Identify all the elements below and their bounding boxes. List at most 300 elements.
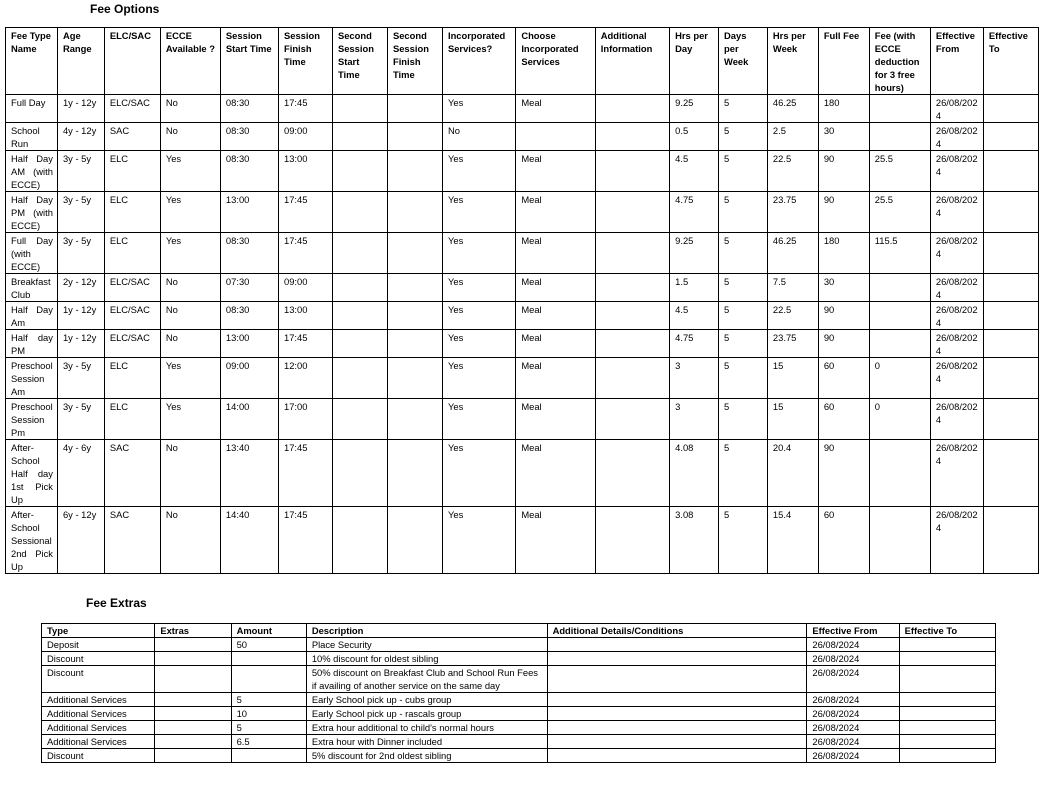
table-cell xyxy=(899,666,995,693)
table-cell: 46.25 xyxy=(767,233,818,274)
table-cell: 50 xyxy=(231,638,306,652)
table-cell xyxy=(983,233,1038,274)
table-cell xyxy=(899,749,995,763)
table-cell: 07:30 xyxy=(220,274,278,302)
table-row xyxy=(6,95,1039,123)
table-cell: 17:45 xyxy=(278,95,332,123)
table-cell: 5 xyxy=(719,233,768,274)
table-cell xyxy=(869,440,930,507)
table-cell: 22.5 xyxy=(767,302,818,330)
table-cell: 90 xyxy=(818,440,869,507)
table-cell: 08:30 xyxy=(220,233,278,274)
table-cell xyxy=(155,749,231,763)
table-cell xyxy=(231,749,306,763)
table-cell: 5 xyxy=(719,123,768,151)
table-cell: ELC/SAC xyxy=(104,274,160,302)
table-cell: Half Day AM (with ECCE) xyxy=(6,151,58,192)
table-cell: 4.08 xyxy=(670,440,719,507)
table-cell xyxy=(983,151,1038,192)
table-cell: 13:00 xyxy=(278,302,332,330)
table-cell xyxy=(332,507,387,574)
table-cell: 26/08/2024 xyxy=(930,123,983,151)
table-cell: No xyxy=(160,302,220,330)
table-cell: 09:00 xyxy=(278,274,332,302)
fee-extras-column-header: Extras xyxy=(155,624,231,638)
table-cell: 180 xyxy=(818,95,869,123)
table-cell: 26/08/2024 xyxy=(807,721,899,735)
fee-options-column-header: Days per Week xyxy=(719,28,768,95)
table-row xyxy=(42,707,996,721)
table-cell xyxy=(595,358,669,399)
table-cell: 0 xyxy=(869,358,930,399)
table-cell: 26/08/2024 xyxy=(930,95,983,123)
table-cell xyxy=(387,399,442,440)
table-cell: Half day PM xyxy=(6,330,58,358)
table-cell: 14:00 xyxy=(220,399,278,440)
table-cell: 26/08/2024 xyxy=(807,666,899,693)
table-cell: Discount xyxy=(42,652,155,666)
table-cell: 90 xyxy=(818,302,869,330)
table-cell: 5 xyxy=(231,693,306,707)
table-cell: Yes xyxy=(160,399,220,440)
fee-options-column-header: Incorporated Services? xyxy=(442,28,515,95)
table-cell: 0.5 xyxy=(670,123,719,151)
table-cell xyxy=(547,721,807,735)
fee-extras-column-header: Effective From xyxy=(807,624,899,638)
fee-options-column-header: Effective From xyxy=(930,28,983,95)
table-row xyxy=(6,399,1039,440)
table-cell xyxy=(332,330,387,358)
fee-options-title: Fee Options xyxy=(90,2,160,16)
table-cell: 26/08/2024 xyxy=(930,151,983,192)
table-cell xyxy=(869,302,930,330)
table-cell: Yes xyxy=(442,358,515,399)
table-cell: 5 xyxy=(719,95,768,123)
table-cell: ELC xyxy=(104,233,160,274)
table-cell: 15 xyxy=(767,399,818,440)
table-cell: 3y - 5y xyxy=(57,399,104,440)
table-cell: 23.75 xyxy=(767,192,818,233)
table-cell: 17:45 xyxy=(278,192,332,233)
table-cell xyxy=(899,735,995,749)
fee-options-column-header: Choose Incorporated Services xyxy=(516,28,595,95)
table-cell: 26/08/2024 xyxy=(807,652,899,666)
table-cell: 6.5 xyxy=(231,735,306,749)
table-cell: Deposit xyxy=(42,638,155,652)
table-cell: 4.5 xyxy=(670,151,719,192)
table-cell: 25.5 xyxy=(869,151,930,192)
table-cell xyxy=(869,507,930,574)
table-cell: Yes xyxy=(442,95,515,123)
table-cell: ELC/SAC xyxy=(104,302,160,330)
table-cell: Meal xyxy=(516,358,595,399)
table-cell: Preschool Session Am xyxy=(6,358,58,399)
table-cell: 30 xyxy=(818,274,869,302)
table-cell xyxy=(983,440,1038,507)
table-cell xyxy=(332,274,387,302)
table-cell: 15.4 xyxy=(767,507,818,574)
table-row xyxy=(6,192,1039,233)
table-cell: No xyxy=(442,123,515,151)
table-cell: Early School pick up - cubs group xyxy=(306,693,547,707)
table-cell: 13:00 xyxy=(278,151,332,192)
table-cell: 26/08/2024 xyxy=(930,302,983,330)
table-cell: 5 xyxy=(719,151,768,192)
table-cell: Yes xyxy=(442,192,515,233)
table-cell xyxy=(595,233,669,274)
table-row xyxy=(6,358,1039,399)
table-cell: Additional Services xyxy=(42,735,155,749)
fee-options-column-header: Additional Information xyxy=(595,28,669,95)
table-cell: 1y - 12y xyxy=(57,95,104,123)
table-cell: 17:45 xyxy=(278,440,332,507)
table-cell: No xyxy=(160,507,220,574)
table-cell xyxy=(595,399,669,440)
table-cell xyxy=(387,233,442,274)
fee-extras-column-header: Effective To xyxy=(899,624,995,638)
table-cell: Meal xyxy=(516,440,595,507)
table-cell xyxy=(595,440,669,507)
fee-options-column-header: Second Session Finish Time xyxy=(387,28,442,95)
table-row xyxy=(6,330,1039,358)
table-row xyxy=(42,693,996,707)
table-cell xyxy=(547,735,807,749)
table-cell: SAC xyxy=(104,123,160,151)
table-cell: 90 xyxy=(818,330,869,358)
table-cell xyxy=(332,358,387,399)
table-row xyxy=(42,749,996,763)
table-cell xyxy=(983,123,1038,151)
table-cell: Preschool Session Pm xyxy=(6,399,58,440)
table-cell: 26/08/2024 xyxy=(807,749,899,763)
table-cell: Yes xyxy=(160,233,220,274)
table-cell: 4.5 xyxy=(670,302,719,330)
table-cell: 30 xyxy=(818,123,869,151)
table-cell: Meal xyxy=(516,151,595,192)
table-cell: Meal xyxy=(516,95,595,123)
table-cell: Additional Services xyxy=(42,693,155,707)
table-cell: 17:45 xyxy=(278,330,332,358)
fee-options-column-header: Hrs per Week xyxy=(767,28,818,95)
table-cell xyxy=(983,95,1038,123)
table-cell: 20.4 xyxy=(767,440,818,507)
table-cell: 180 xyxy=(818,233,869,274)
table-cell: 115.5 xyxy=(869,233,930,274)
table-cell: No xyxy=(160,274,220,302)
table-cell: 26/08/2024 xyxy=(807,707,899,721)
table-cell: 26/08/2024 xyxy=(930,192,983,233)
table-cell: Extra hour additional to child's normal hours xyxy=(306,721,547,735)
table-cell: 5 xyxy=(719,274,768,302)
table-cell: 09:00 xyxy=(220,358,278,399)
table-cell xyxy=(595,274,669,302)
table-cell: Meal xyxy=(516,302,595,330)
table-cell xyxy=(595,507,669,574)
table-cell: 10% discount for oldest sibling xyxy=(306,652,547,666)
table-cell: 08:30 xyxy=(220,151,278,192)
fee-options-column-header: Second Session Start Time xyxy=(332,28,387,95)
table-cell xyxy=(155,638,231,652)
table-cell: 08:30 xyxy=(220,302,278,330)
table-cell: 3y - 5y xyxy=(57,192,104,233)
table-cell: 17:00 xyxy=(278,399,332,440)
table-cell: 26/08/2024 xyxy=(807,735,899,749)
table-cell: 17:45 xyxy=(278,233,332,274)
table-cell xyxy=(387,274,442,302)
table-cell: Additional Services xyxy=(42,721,155,735)
fee-options-column-header: Fee Type Name xyxy=(6,28,58,95)
table-cell: 60 xyxy=(818,358,869,399)
fee-options-table xyxy=(5,27,1039,574)
table-row xyxy=(42,638,996,652)
table-row xyxy=(6,274,1039,302)
table-cell xyxy=(869,330,930,358)
fee-extras-title: Fee Extras xyxy=(86,596,147,610)
table-cell xyxy=(387,440,442,507)
table-cell: SAC xyxy=(104,507,160,574)
table-cell: Discount xyxy=(42,749,155,763)
table-cell xyxy=(595,330,669,358)
table-cell: Yes xyxy=(160,192,220,233)
table-row xyxy=(42,735,996,749)
table-cell: 10 xyxy=(231,707,306,721)
table-cell xyxy=(899,721,995,735)
table-row xyxy=(6,507,1039,574)
table-cell: Yes xyxy=(442,507,515,574)
fee-options-column-header: ELC/SAC xyxy=(104,28,160,95)
table-cell xyxy=(869,274,930,302)
table-cell: No xyxy=(160,330,220,358)
table-cell xyxy=(983,192,1038,233)
table-cell: Yes xyxy=(442,330,515,358)
fee-options-column-header: Age Range xyxy=(57,28,104,95)
table-cell: 1y - 12y xyxy=(57,302,104,330)
table-cell xyxy=(983,274,1038,302)
table-cell: 6y - 12y xyxy=(57,507,104,574)
table-cell: 1y - 12y xyxy=(57,330,104,358)
table-cell xyxy=(387,358,442,399)
table-cell xyxy=(983,302,1038,330)
fee-extras-column-header: Additional Details/Conditions xyxy=(547,624,807,638)
table-cell: Early School pick up - rascals group xyxy=(306,707,547,721)
table-cell: Extra hour with Dinner included xyxy=(306,735,547,749)
table-cell xyxy=(899,707,995,721)
table-cell xyxy=(899,652,995,666)
table-cell: No xyxy=(160,95,220,123)
table-row xyxy=(42,721,996,735)
table-cell: ELC xyxy=(104,358,160,399)
table-cell xyxy=(547,749,807,763)
table-cell: Additional Services xyxy=(42,707,155,721)
table-cell: 0 xyxy=(869,399,930,440)
table-cell xyxy=(983,507,1038,574)
fee-options-column-header: Fee (with ECCE deduction for 3 free hours) xyxy=(869,28,930,95)
table-cell xyxy=(869,95,930,123)
table-cell: 26/08/2024 xyxy=(807,693,899,707)
table-cell: 9.25 xyxy=(670,233,719,274)
table-cell: 5 xyxy=(719,507,768,574)
fee-extras-column-header: Amount xyxy=(231,624,306,638)
fee-extras-column-header: Description xyxy=(306,624,547,638)
table-cell: Meal xyxy=(516,233,595,274)
table-cell: 4y - 12y xyxy=(57,123,104,151)
table-cell xyxy=(595,123,669,151)
table-cell xyxy=(387,507,442,574)
table-cell xyxy=(387,151,442,192)
table-cell: After-School Sessional 2nd Pick Up xyxy=(6,507,58,574)
table-cell: Yes xyxy=(442,399,515,440)
table-cell: 5% discount for 2nd oldest sibling xyxy=(306,749,547,763)
table-cell xyxy=(155,707,231,721)
table-cell: 08:30 xyxy=(220,123,278,151)
fee-options-column-header: Hrs per Day xyxy=(670,28,719,95)
table-cell xyxy=(387,330,442,358)
table-cell xyxy=(332,95,387,123)
table-row xyxy=(6,302,1039,330)
table-cell: 13:40 xyxy=(220,440,278,507)
table-cell: 5 xyxy=(719,192,768,233)
table-cell: 4y - 6y xyxy=(57,440,104,507)
table-cell: 17:45 xyxy=(278,507,332,574)
table-cell xyxy=(155,652,231,666)
table-cell: Yes xyxy=(442,274,515,302)
table-cell: 60 xyxy=(818,507,869,574)
table-cell: 5 xyxy=(719,440,768,507)
table-cell xyxy=(155,721,231,735)
table-cell: 90 xyxy=(818,151,869,192)
table-cell xyxy=(899,693,995,707)
table-cell: 25.5 xyxy=(869,192,930,233)
table-cell: No xyxy=(160,123,220,151)
table-cell: 26/08/2024 xyxy=(930,233,983,274)
table-cell: 3 xyxy=(670,358,719,399)
table-cell xyxy=(387,302,442,330)
table-cell: 26/08/2024 xyxy=(807,638,899,652)
table-cell: No xyxy=(160,440,220,507)
table-cell xyxy=(332,399,387,440)
table-cell: 9.25 xyxy=(670,95,719,123)
table-cell: 60 xyxy=(818,399,869,440)
table-cell: 26/08/2024 xyxy=(930,507,983,574)
table-cell: Yes xyxy=(160,151,220,192)
table-cell: Place Security xyxy=(306,638,547,652)
fee-options-column-header: ECCE Available ? xyxy=(160,28,220,95)
table-cell: 2y - 12y xyxy=(57,274,104,302)
table-cell xyxy=(231,652,306,666)
table-cell: Full Day xyxy=(6,95,58,123)
table-cell: 90 xyxy=(818,192,869,233)
table-cell: ELC/SAC xyxy=(104,330,160,358)
table-cell: 3 xyxy=(670,399,719,440)
table-cell: ELC/SAC xyxy=(104,95,160,123)
table-cell: Breakfast Club xyxy=(6,274,58,302)
table-cell xyxy=(547,638,807,652)
table-cell: 3y - 5y xyxy=(57,151,104,192)
table-cell: SAC xyxy=(104,440,160,507)
table-cell xyxy=(332,302,387,330)
table-row xyxy=(42,666,996,693)
table-cell: Yes xyxy=(442,151,515,192)
table-cell: 26/08/2024 xyxy=(930,440,983,507)
table-cell xyxy=(155,735,231,749)
fee-options-header-row xyxy=(6,28,1039,95)
fee-extras-header-row xyxy=(42,624,996,638)
table-cell: 09:00 xyxy=(278,123,332,151)
table-cell: School Run xyxy=(6,123,58,151)
table-cell xyxy=(387,192,442,233)
table-cell: 7.5 xyxy=(767,274,818,302)
table-cell xyxy=(547,693,807,707)
table-cell xyxy=(547,652,807,666)
table-cell xyxy=(595,95,669,123)
table-cell: 4.75 xyxy=(670,330,719,358)
table-cell: 5 xyxy=(719,330,768,358)
table-cell: Meal xyxy=(516,399,595,440)
table-cell: 13:00 xyxy=(220,192,278,233)
fee-extras-column-header: Type xyxy=(42,624,155,638)
table-cell: 26/08/2024 xyxy=(930,274,983,302)
table-cell: Yes xyxy=(442,233,515,274)
table-cell: 3y - 5y xyxy=(57,358,104,399)
table-cell: 3.08 xyxy=(670,507,719,574)
table-cell xyxy=(983,358,1038,399)
fee-options-column-header: Effective To xyxy=(983,28,1038,95)
table-cell: 5 xyxy=(719,399,768,440)
table-cell: 1.5 xyxy=(670,274,719,302)
table-row xyxy=(6,151,1039,192)
table-cell xyxy=(595,302,669,330)
table-row xyxy=(6,440,1039,507)
table-cell xyxy=(332,151,387,192)
table-cell xyxy=(595,151,669,192)
table-cell xyxy=(332,440,387,507)
table-cell: 12:00 xyxy=(278,358,332,399)
table-cell: 5 xyxy=(231,721,306,735)
table-cell: Yes xyxy=(160,358,220,399)
table-cell xyxy=(547,707,807,721)
table-cell: 3y - 5y xyxy=(57,233,104,274)
table-cell xyxy=(983,399,1038,440)
table-cell: Full Day (with ECCE) xyxy=(6,233,58,274)
fee-extras-table xyxy=(41,623,996,763)
table-cell xyxy=(332,192,387,233)
table-cell: 46.25 xyxy=(767,95,818,123)
table-row xyxy=(42,652,996,666)
table-cell xyxy=(547,666,807,693)
table-cell xyxy=(231,666,306,693)
table-cell: 22.5 xyxy=(767,151,818,192)
table-cell: 08:30 xyxy=(220,95,278,123)
table-cell xyxy=(155,666,231,693)
table-cell xyxy=(869,123,930,151)
table-cell: 2.5 xyxy=(767,123,818,151)
table-cell: Meal xyxy=(516,192,595,233)
table-cell: 26/08/2024 xyxy=(930,399,983,440)
table-cell: ELC xyxy=(104,151,160,192)
table-cell: Half Day Am xyxy=(6,302,58,330)
table-cell: 26/08/2024 xyxy=(930,330,983,358)
table-cell: ELC xyxy=(104,399,160,440)
fee-options-column-header: Session Finish Time xyxy=(278,28,332,95)
table-cell xyxy=(332,123,387,151)
table-cell xyxy=(155,693,231,707)
table-cell: 13:00 xyxy=(220,330,278,358)
table-cell xyxy=(983,330,1038,358)
table-cell xyxy=(387,123,442,151)
table-cell: Discount xyxy=(42,666,155,693)
table-cell xyxy=(899,638,995,652)
table-cell: Meal xyxy=(516,330,595,358)
